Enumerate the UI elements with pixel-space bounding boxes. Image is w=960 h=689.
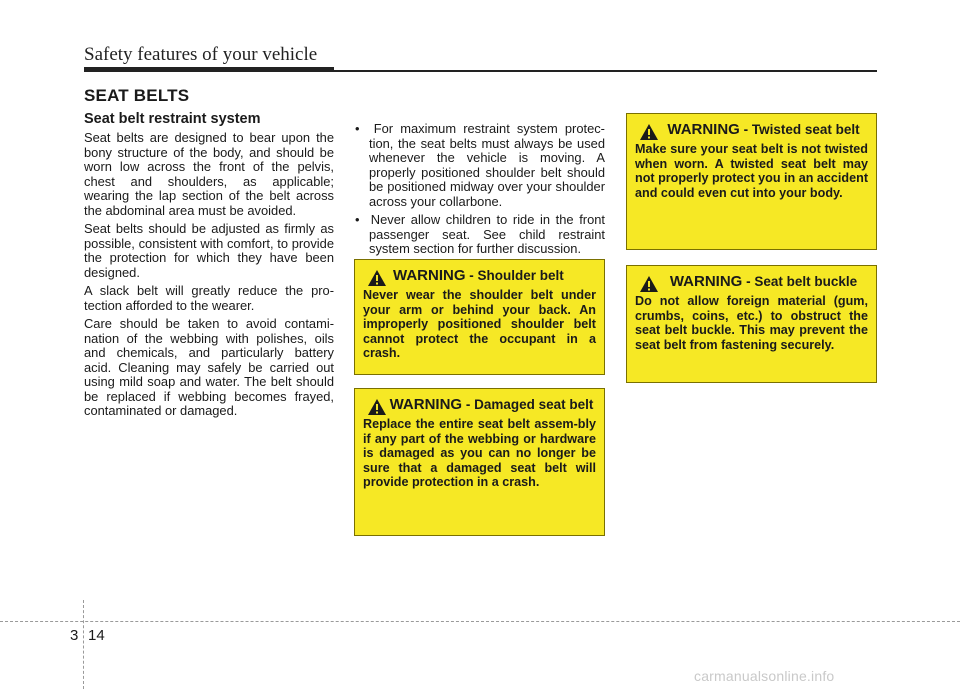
subheading: Seat belt restraint system	[84, 111, 261, 127]
bullet-item: • For maximum restraint system protec-tion, the seat belts must always be used whenever the vehicle is moving. A properly positioned shoulder belt should be positioned midway over your shoulder across your collarbone.	[355, 121, 605, 209]
left-column	[84, 111, 334, 423]
footer-divider	[83, 600, 84, 689]
chapter-number: 3	[70, 627, 79, 644]
header-rule-thin	[334, 70, 877, 72]
warning-box-damaged-seat-belt	[354, 388, 605, 536]
warning-body: Do not allow foreign material (gum, crumbs, coins, etc.) to obstruct the seat belt buckle. This may prevent the seat belt from fastening securely.	[635, 294, 868, 352]
warning-triangle-icon	[639, 123, 659, 141]
warning-word: WARNING	[669, 273, 743, 290]
bullet-text: Never allow children to ride in the front passenger seat. See child restraint system section for further discussion.	[369, 212, 605, 256]
warning-triangle-icon	[639, 275, 659, 293]
paragraph: Seat belts should be adjusted as firmly as possible, consistent with comfort, to provide the protection for which they have been designed.	[84, 221, 334, 280]
warning-title: - Twisted seat belt	[739, 122, 860, 137]
warning-word: WARNING	[667, 121, 740, 138]
warning-box-shoulder-belt	[354, 259, 605, 375]
warning-title: - Seat belt buckle	[742, 274, 858, 289]
section-title: SEAT BELTS	[84, 86, 190, 105]
footer-rule	[0, 621, 960, 622]
warning-word: WARNING	[393, 267, 466, 284]
warning-title: - Shoulder belt	[465, 268, 564, 283]
page-number: 14	[88, 627, 105, 644]
warning-heading	[635, 121, 868, 139]
middle-column	[355, 122, 605, 261]
header-rule-thick	[84, 67, 334, 72]
warning-triangle-icon	[367, 398, 387, 416]
watermark-text: carmanualsonline.info	[694, 668, 835, 684]
warning-box-seat-belt-buckle	[626, 265, 877, 383]
paragraph: Seat belts are designed to bear upon the bony structure of the body, and should be worn low across the front of the pelvis, chest and shoulders, as applicable; wearing the lap section of the belt across the abdominal area must be avoided.	[84, 130, 334, 218]
warning-triangle-icon	[367, 269, 387, 287]
warning-body: Never wear the shoulder belt under your arm or behind your back. An improperly positioned shoulder belt cannot protect the occupant in a crash.	[363, 288, 596, 360]
warning-box-twisted-seat-belt	[626, 113, 877, 250]
page-header-title: Safety features of your vehicle	[84, 44, 318, 65]
warning-word: WARNING	[389, 396, 463, 413]
bullet-item: • Never allow children to ride in the front passenger seat. See child restraint system section for further discussion.	[355, 212, 605, 256]
warning-heading	[363, 267, 596, 285]
warning-body: Make sure your seat belt is not twisted when worn. A twisted seat belt may not properly protect you in an accident and could even cut into your body.	[635, 142, 869, 200]
paragraph: Care should be taken to avoid contami-nation of the webbing with polishes, oils and chemicals, and particularly battery acid. Cleaning may safely be carried out using mild soap and water. The belt should be replaced if webbing becomes frayed, contaminated or damaged.	[84, 316, 334, 418]
warning-heading	[635, 273, 868, 291]
paragraph: A slack belt will greatly reduce the pro-tection afforded to the wearer.	[84, 283, 334, 313]
warning-body: Replace the entire seat belt assem-bly if any part of the webbing or hardware is damaged as you can no longer be sure that a damaged seat belt will provide protection in a crash.	[363, 417, 596, 489]
bullet-text: For maximum restraint system protec-tion, the seat belts must always be used whenever the vehicle is moving. A properly positioned shoulder belt should be positioned midway over your shoulder across your collarbone.	[369, 121, 605, 209]
warning-heading	[363, 396, 596, 414]
warning-title: - Damaged seat belt	[462, 397, 594, 412]
